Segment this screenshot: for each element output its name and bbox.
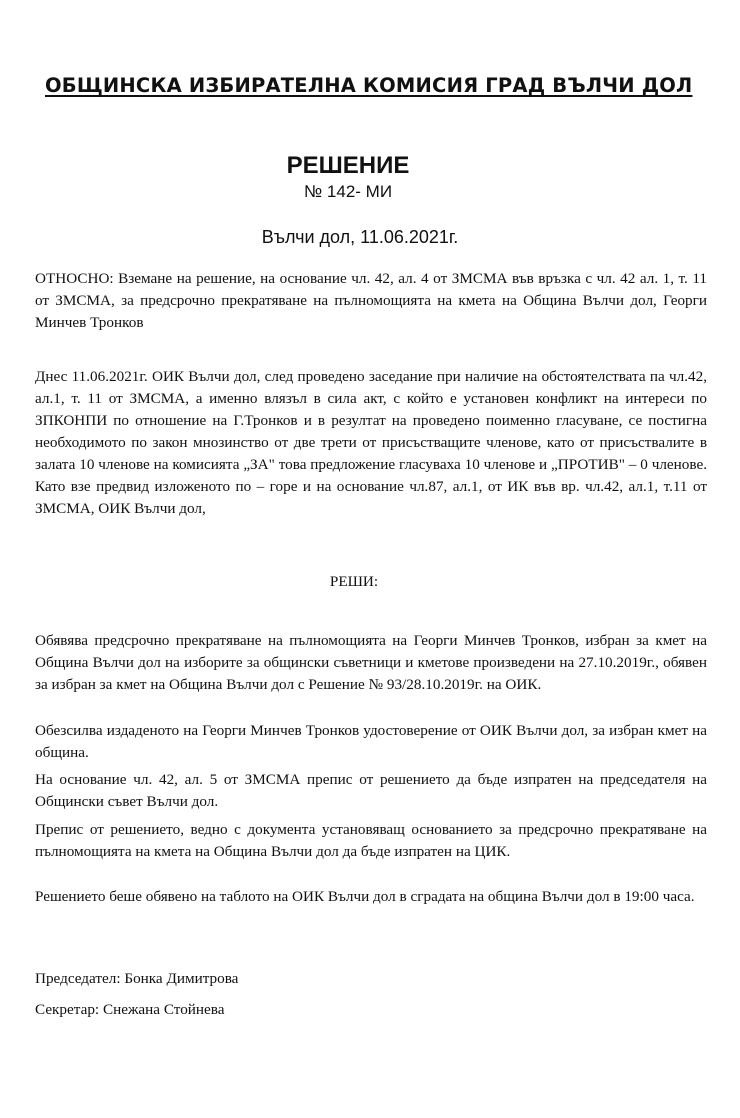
subject-paragraph: ОТНОСНО: Вземане на решение, на основание чл. 42, ал. 4 от ЗМСМА във връзка с чл. 42 ал. 1, т. 11 от ЗМСМА, за предсрочно прекратяване на пълномощията на кмета на Община Вълчи дол, Георги Минчев Тронков xyxy=(35,270,707,331)
document-title: РЕШЕНИЕ xyxy=(286,152,410,179)
organization-heading: ОБЩИНСКА ИЗБИРАТЕЛНА КОМИСИЯ ГРАД ВЪЛЧИ ДОЛ xyxy=(45,74,693,97)
document-number: № 142- МИ xyxy=(303,182,393,201)
decision-point-4: Препис от решението, ведно с документа установяващ основанието за предсрочно прекратяване на пълномощията на кмета на Община Вълчи дол да бъде изпратен на ЦИК. xyxy=(35,821,707,860)
secretary-signature: Секретар: Снежана Стойнева xyxy=(35,1001,225,1018)
decision-point-1: Обявява предсрочно прекратяване на пълномощията на Георги Минчев Тронков, избран за кмет на Община Вълчи дол на изборите за общински съветници и кметове произведени на 27.10.2019г., обявен за избран за кмет на Община Вълчи дол с Решение № 93/28.10.2019г. на ОИК. xyxy=(35,632,707,693)
place-and-date: Вълчи дол, 11.06.2021г. xyxy=(261,227,459,247)
resolved-label: РЕШИ: xyxy=(329,573,379,590)
decision-point-2: Обезсилва издаденото на Георги Минчев Тронков удостоверение от ОИК Вълчи дол, за избран кмет на община. xyxy=(35,722,707,761)
chair-signature: Председател: Бонка Димитрова xyxy=(35,970,239,987)
decision-point-3: На основание чл. 42, ал. 5 от ЗМСМА препис от решението да бъде изпратен на председателя на Общински съвет Вълчи дол. xyxy=(35,771,707,810)
decision-point-5: Решението беше обявено на таблото на ОИК Вълчи дол в сградата на община Вълчи дол в 19:00 часа. xyxy=(35,888,695,905)
body-paragraph: Днес 11.06.2021г. ОИК Вълчи дол, след проведено заседание при наличие на обстоятелствата па чл.42, ал.1, т. 11 от ЗМСМА, а именно влязъл в сила акт, с който е установен конфликт на интереси по ЗПКОНПИ по отношение на Г.Тронков и в резултат на проведено поименно гласуване, се постигна необходимото по закон мнозинство от две трети от присъстващите членове, като от присъствалите в залата 10 членове на комисията „ЗА" това предложение гласуваха 10 членове и „ПРОТИВ" – 0 членове. Като взе предвид изложеното по – горе и на основание чл.87, ал.1, от ИК във вр. чл.42, ал.1, т.11 от ЗМСМА, ОИК Вълчи дол, xyxy=(35,368,707,517)
